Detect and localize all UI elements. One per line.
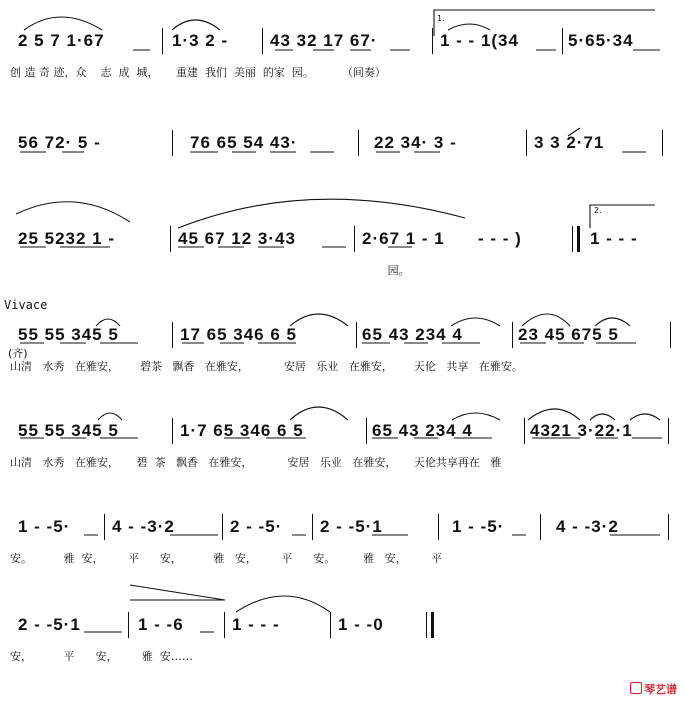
measure: 5·65·34 xyxy=(568,31,634,50)
barline xyxy=(668,514,669,540)
measure: 56 72· 5 - xyxy=(18,133,101,152)
measure: 55 55 345 5 xyxy=(18,325,119,344)
barline xyxy=(540,514,541,540)
measure: 4 - -3·2 xyxy=(112,517,175,536)
measure: 4 - -3·2 xyxy=(556,517,619,536)
lyrics-line: 山清 水秀 在雅安， 碧茶 飘香 在雅安， 安居 乐业 在雅安， 天伦 共享 在雅安。 xyxy=(10,360,523,373)
measure: 23 45 675 5 xyxy=(518,325,619,344)
barline xyxy=(562,28,563,54)
measure: 4321 3·22·1 xyxy=(530,421,633,440)
lyrics-line: 园。 xyxy=(10,264,410,277)
measure: 1 - -5· xyxy=(18,517,71,536)
watermark-text: 琴艺谱 xyxy=(644,683,677,696)
measure: 65 43 234 4 xyxy=(372,421,473,440)
lyrics-line: 安， 平 安， 雅 安…… xyxy=(10,650,193,663)
measure: 2 5 7 1·67 xyxy=(18,31,105,50)
measure: 2 - -5· xyxy=(230,517,283,536)
barline xyxy=(222,514,223,540)
measure: 43 32 17 67· xyxy=(270,31,378,50)
barline xyxy=(354,226,355,252)
lyrics-line: 创 造 奇 迹，众 志 成 城， 重建 我们 美丽 的家 园。 （间奏） xyxy=(10,66,386,79)
measure: 3 3 2·71 xyxy=(534,133,605,152)
measure: 1 - -6 xyxy=(138,615,184,634)
volta-second-label: 2. xyxy=(594,206,602,215)
lyrics-line: 安。 雅 安， 平 安， 雅 安， 平 安。 雅 安， 平 xyxy=(10,552,443,565)
final-barline xyxy=(426,612,434,638)
measure: 2·67 1 - 1 xyxy=(362,229,445,248)
measure: 1 - - - xyxy=(590,229,638,248)
barline xyxy=(170,226,171,252)
barline xyxy=(172,418,173,444)
barline xyxy=(512,322,513,348)
barline xyxy=(330,612,331,638)
tempo-marking: Vivace xyxy=(4,298,48,312)
measure: 17 65 346 6 5 xyxy=(180,325,297,344)
measure: 1 - -0 xyxy=(338,615,384,634)
measure: 1 - - 1(34 xyxy=(440,31,519,50)
barline xyxy=(262,28,263,54)
lyrics-line: 山清 水秀 在雅安， 碧 茶 飘香 在雅安， 安居 乐业 在雅安， 天伦共享再在 雅 xyxy=(10,456,502,469)
barline xyxy=(104,514,105,540)
measure: 76 65 54 43· xyxy=(190,133,298,152)
repeat-barline xyxy=(572,226,580,252)
barline xyxy=(432,28,433,54)
barline xyxy=(128,612,129,638)
barline xyxy=(356,322,357,348)
measure: 1·7 65 346 6 5 xyxy=(180,421,304,440)
measure: 25 5232 1 - xyxy=(18,229,116,248)
voice-marking: (齐) xyxy=(8,347,28,360)
measure: 1 - - - xyxy=(232,615,280,634)
barline xyxy=(224,612,225,638)
measure: 2 - -5·1 xyxy=(18,615,81,634)
measure: 1 - -5· xyxy=(452,517,505,536)
measure: 1·3 2 - xyxy=(172,31,229,50)
barline xyxy=(662,130,663,156)
measure: - - - ) xyxy=(478,229,522,248)
measure: 2 - -5·1 xyxy=(320,517,383,536)
barline xyxy=(162,28,163,54)
barline xyxy=(366,418,367,444)
barline xyxy=(312,514,313,540)
logo-icon xyxy=(630,682,642,694)
barline xyxy=(438,514,439,540)
barline xyxy=(172,322,173,348)
barline xyxy=(526,130,527,156)
measure: 65 43 234 4 xyxy=(362,325,463,344)
barline xyxy=(670,322,671,348)
watermark-logo xyxy=(630,681,677,697)
volta-first-label: 1. xyxy=(437,14,445,23)
barline xyxy=(668,418,669,444)
barline xyxy=(172,130,173,156)
barline xyxy=(358,130,359,156)
measure: 22 34· 3 - xyxy=(374,133,457,152)
measure: 45 67 12 3·43 xyxy=(178,229,296,248)
barline xyxy=(524,418,525,444)
measure: 55 55 345 5 xyxy=(18,421,119,440)
